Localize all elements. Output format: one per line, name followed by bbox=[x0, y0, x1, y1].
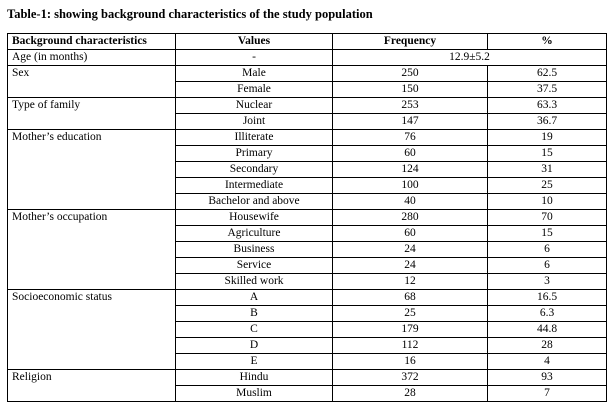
frequency-cell: 253 bbox=[333, 98, 488, 114]
age-label: Age (in months) bbox=[8, 50, 176, 66]
percent-cell: 93 bbox=[488, 370, 607, 386]
value-cell: Housewife bbox=[176, 210, 333, 226]
percent-cell: 3 bbox=[488, 274, 607, 290]
characteristic-label: Type of family bbox=[8, 98, 176, 130]
value-cell: B bbox=[176, 306, 333, 322]
percent-cell: 7 bbox=[488, 386, 607, 402]
percent-cell: 16.5 bbox=[488, 290, 607, 306]
percent-cell: 19 bbox=[488, 130, 607, 146]
characteristic-label: Religion bbox=[8, 370, 176, 402]
age-stat: 12.9±5.2 bbox=[333, 50, 607, 66]
frequency-cell: 60 bbox=[333, 226, 488, 242]
value-cell: Nuclear bbox=[176, 98, 333, 114]
characteristic-label: Socioeconomic status bbox=[8, 290, 176, 370]
table-row bbox=[8, 370, 607, 386]
percent-cell: 63.3 bbox=[488, 98, 607, 114]
percent-cell: 6 bbox=[488, 258, 607, 274]
frequency-cell: 16 bbox=[333, 354, 488, 370]
table-row bbox=[8, 130, 607, 146]
value-cell: Muslim bbox=[176, 386, 333, 402]
table-row bbox=[8, 210, 607, 226]
value-cell: C bbox=[176, 322, 333, 338]
value-cell: Service bbox=[176, 258, 333, 274]
header-characteristics: Background characteristics bbox=[8, 34, 176, 50]
characteristic-label: Sex bbox=[8, 66, 176, 98]
value-cell: A bbox=[176, 290, 333, 306]
frequency-cell: 12 bbox=[333, 274, 488, 290]
table-row bbox=[8, 66, 607, 82]
frequency-cell: 25 bbox=[333, 306, 488, 322]
value-cell: Illiterate bbox=[176, 130, 333, 146]
header-percent: % bbox=[488, 34, 607, 50]
percent-cell: 15 bbox=[488, 226, 607, 242]
frequency-cell: 28 bbox=[333, 386, 488, 402]
frequency-cell: 60 bbox=[333, 146, 488, 162]
frequency-cell: 112 bbox=[333, 338, 488, 354]
value-cell: Female bbox=[176, 82, 333, 98]
value-cell: Agriculture bbox=[176, 226, 333, 242]
frequency-cell: 372 bbox=[333, 370, 488, 386]
value-cell: D bbox=[176, 338, 333, 354]
value-cell: Secondary bbox=[176, 162, 333, 178]
frequency-cell: 24 bbox=[333, 258, 488, 274]
percent-cell: 70 bbox=[488, 210, 607, 226]
value-cell: Hindu bbox=[176, 370, 333, 386]
header-row bbox=[8, 34, 607, 50]
table-row bbox=[8, 290, 607, 306]
frequency-cell: 150 bbox=[333, 82, 488, 98]
percent-cell: 36.7 bbox=[488, 114, 607, 130]
frequency-cell: 100 bbox=[333, 178, 488, 194]
value-cell: Joint bbox=[176, 114, 333, 130]
characteristics-table bbox=[7, 33, 607, 402]
value-cell: Primary bbox=[176, 146, 333, 162]
characteristic-label: Mother’s occupation bbox=[8, 210, 176, 290]
percent-cell: 62.5 bbox=[488, 66, 607, 82]
percent-cell: 25 bbox=[488, 178, 607, 194]
value-cell: Bachelor and above bbox=[176, 194, 333, 210]
percent-cell: 10 bbox=[488, 194, 607, 210]
percent-cell: 6.3 bbox=[488, 306, 607, 322]
frequency-cell: 76 bbox=[333, 130, 488, 146]
table-caption: Table-1: showing background characteristics of the study population bbox=[7, 7, 373, 21]
percent-cell: 4 bbox=[488, 354, 607, 370]
header-frequency: Frequency bbox=[333, 34, 488, 50]
value-cell: E bbox=[176, 354, 333, 370]
percent-cell: 31 bbox=[488, 162, 607, 178]
percent-cell: 28 bbox=[488, 338, 607, 354]
characteristic-label: Mother’s education bbox=[8, 130, 176, 210]
percent-cell: 15 bbox=[488, 146, 607, 162]
frequency-cell: 24 bbox=[333, 242, 488, 258]
frequency-cell: 68 bbox=[333, 290, 488, 306]
frequency-cell: 179 bbox=[333, 322, 488, 338]
table-body bbox=[8, 50, 607, 402]
header-values: Values bbox=[176, 34, 333, 50]
value-cell: Intermediate bbox=[176, 178, 333, 194]
value-cell: Business bbox=[176, 242, 333, 258]
frequency-cell: 40 bbox=[333, 194, 488, 210]
frequency-cell: 250 bbox=[333, 66, 488, 82]
percent-cell: 44.8 bbox=[488, 322, 607, 338]
frequency-cell: 147 bbox=[333, 114, 488, 130]
percent-cell: 37.5 bbox=[488, 82, 607, 98]
age-value: - bbox=[176, 50, 333, 66]
age-row bbox=[8, 50, 607, 66]
value-cell: Skilled work bbox=[176, 274, 333, 290]
value-cell: Male bbox=[176, 66, 333, 82]
frequency-cell: 124 bbox=[333, 162, 488, 178]
table-row bbox=[8, 98, 607, 114]
frequency-cell: 280 bbox=[333, 210, 488, 226]
percent-cell: 6 bbox=[488, 242, 607, 258]
